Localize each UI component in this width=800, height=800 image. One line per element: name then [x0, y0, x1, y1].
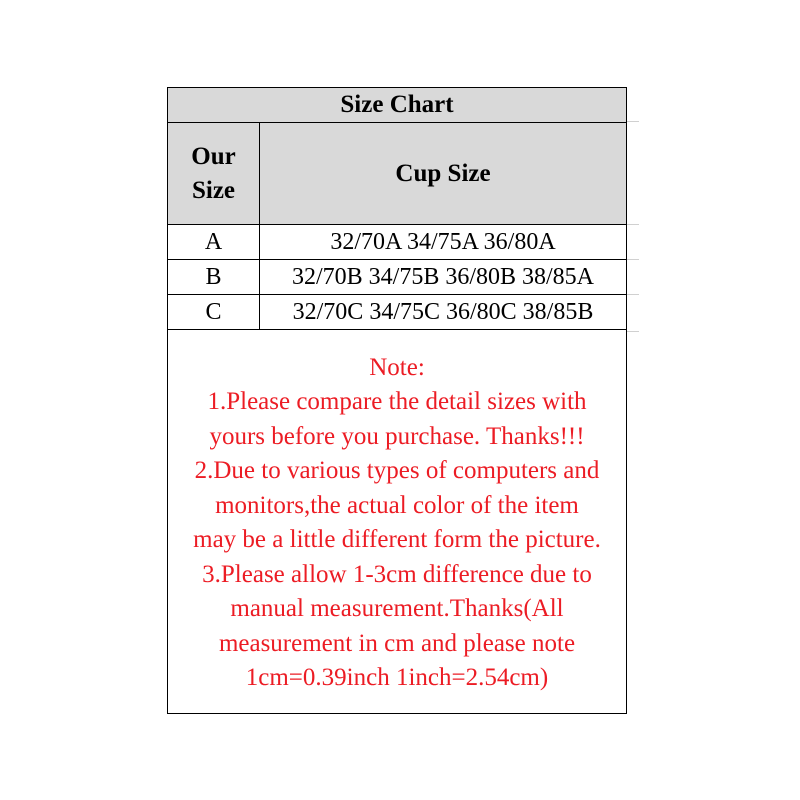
our-size-header [168, 123, 260, 224]
table-row [168, 225, 626, 260]
note-line: 1.Please compare the detail sizes with [207, 388, 587, 415]
size-cell: B [168, 260, 260, 294]
size-chart-table [167, 87, 627, 714]
table-row [168, 260, 626, 295]
note-line: 1cm=0.39inch 1inch=2.54cm) [245, 664, 549, 691]
table-header-row [168, 123, 626, 225]
size-cell: C [168, 295, 260, 329]
cup-cell: 32/70B 34/75B 36/80B 38/85A [291, 263, 595, 290]
table-row [168, 295, 626, 330]
grid-line [627, 121, 639, 122]
our-size-header-line2: Size [191, 176, 236, 204]
size-chart-title: Size Chart [168, 88, 626, 123]
note-line: monitors,the actual color of the item [215, 491, 579, 519]
note-line: yours before you purchase. Thanks!!! [209, 422, 585, 450]
note-line: measurement in cm and please note [218, 629, 576, 657]
grid-line [627, 294, 639, 295]
grid-line [627, 259, 639, 260]
size-cell: A [168, 225, 260, 259]
cup-cell: 32/70A 34/75A 36/80A [330, 228, 556, 255]
cup-size-header: Cup Size [395, 159, 491, 187]
note-line: may be a little different form the picture. [193, 526, 601, 553]
our-size-header-line1: Our [191, 142, 236, 170]
grid-line [627, 331, 639, 332]
note-line: 3.Please allow 1-3cm difference due to [202, 560, 592, 588]
note-heading: Note: [369, 353, 425, 381]
note-section [168, 334, 626, 712]
cup-cell: 32/70C 34/75C 36/80C 38/85B [292, 298, 594, 325]
grid-line [627, 224, 639, 225]
note-line: 2.Due to various types of computers and [194, 457, 600, 484]
note-line: manual measurement.Thanks(All [230, 595, 564, 622]
